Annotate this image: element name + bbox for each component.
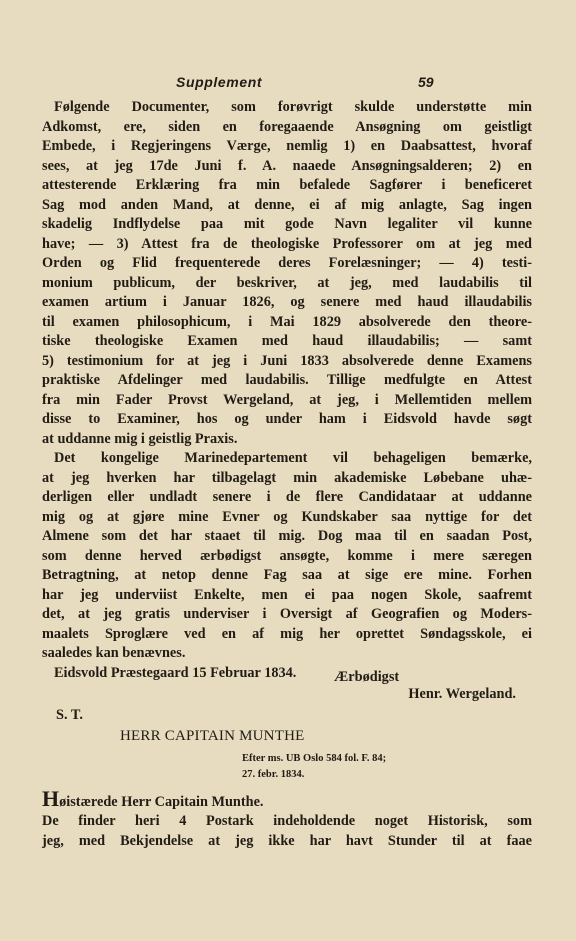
page-header: [0, 74, 576, 96]
letter-closing: [42, 664, 532, 704]
text-line: maalets Sproglære ved en af mig her oprettet Søndagsskole, ei: [42, 625, 532, 642]
text-line: Det kongelige Marinedepartement vil behageligen bemærke,: [54, 450, 532, 466]
text-line: saaledes kan benævnes.: [42, 645, 186, 661]
text-line: disse to Examiner, hos og under ham i Eidsvold havde søgt: [42, 411, 532, 427]
text-line: skadelig Indflydelse paa mit gode Navn legaliter vil kunne: [42, 216, 532, 232]
text-line: Adkomst, ere, siden en foregaaende Ansøgning om geistligt: [42, 118, 532, 135]
text-line: De finder heri 4 Postark indeholdende noget Historisk, som: [42, 813, 532, 829]
complimentary-close: Ærbødigst: [334, 668, 400, 685]
place-date: Eidsvold Præstegaard 15 Februar 1834.: [54, 664, 297, 681]
text-line: mig og at gjøre mine Evner og Kundskaber saa nyttige for det: [42, 508, 532, 525]
text-line: at jeg hverken har tilbagelagt min akademiske Løbebane uhæ-: [42, 469, 532, 486]
signature: Henr. Wergeland.: [408, 685, 516, 702]
running-title: Supplement: [176, 74, 263, 90]
text-line: praktiske Afdelinger med laudabilis. Tillige medfulgte en Attest: [42, 372, 532, 388]
text-line: Betragtning, at netop denne Fag saa at sige ere mine. Forhen: [42, 567, 532, 583]
text-line: sees, at jeg 17de Juni f. A. naaede Ansøgningsalderen; 2) en: [42, 157, 532, 174]
greeting-text: øistærede Herr Capitain Munthe.: [59, 793, 264, 810]
paragraph-documents: [42, 98, 532, 449]
text-line: har jeg underviist Enkelte, men ei paa nogen Skole, saafremt: [42, 586, 532, 603]
text-line: som denne herved ærbødigst ansøgte, komme i mere særegen: [42, 547, 532, 564]
greeting-initial: H: [42, 785, 60, 811]
text-line: tiske theologiske Examen med haud illaudabilis; — samt: [42, 333, 532, 349]
letter-greeting: [42, 785, 532, 813]
text-line: til examen philosophicum, i Mai 1829 absolverede den theore-: [42, 313, 532, 330]
text-line: Følgende Documenter, som forøvrigt skulde understøtte min: [54, 99, 532, 115]
body-text: [42, 98, 532, 851]
source-reference: Efter ms. UB Oslo 584 fol. F. 84;: [242, 752, 387, 764]
page-number: 59: [418, 74, 434, 90]
text-line: Almene som det har staaet til mig. Dog maa til en saadan Post,: [42, 528, 532, 544]
text-line: det, at jeg gratis underviser i Oversigt af Geografien og Moders-: [42, 606, 532, 622]
text-line: jeg, med Bekjendelse at jeg ikke har havt Stunder til at faae: [42, 832, 532, 849]
text-line: derligen eller undladt senere i de flere Candidataar at uddanne: [42, 489, 532, 505]
text-line: monium publicum, der beskriver, at jeg, med laudabilis til: [42, 274, 532, 291]
letter-number: S. T.: [56, 706, 83, 723]
text-line: examen artium i Januar 1826, og senere med haud illaudabilis: [42, 294, 532, 310]
text-line: have; — 3) Attest fra de theologiske Professorer om at jeg med: [42, 235, 532, 252]
text-line: Embede, i Regjeringens Værge, nemlig 1) en Daabsattest, hvoraf: [42, 138, 532, 154]
text-line: fra min Fader Provst Wergeland, at jeg, i Mellemtiden mellem: [42, 391, 532, 408]
text-line: Sag mod anden Mand, at denne, ei af mig anlagte, Sag ingen: [42, 196, 532, 213]
text-line: attesterende Erklæring fra min befalede Sagfører i beneficeret: [42, 177, 532, 193]
source-date: 27. febr. 1834.: [242, 768, 305, 780]
text-line: 5) testimonium for at jeg i Juni 1833 absolverede denne Examens: [42, 352, 532, 369]
text-line: at uddanne mig i geistlig Praxis.: [42, 430, 238, 447]
text-line: Orden og Flid frequenterede deres Forelæsninger; — 4) testi-: [42, 255, 532, 271]
paragraph-postark: [42, 812, 532, 851]
paragraph-marine-department: [42, 449, 532, 664]
letter-title: HERR CAPITAIN MUNTHE: [120, 728, 305, 744]
